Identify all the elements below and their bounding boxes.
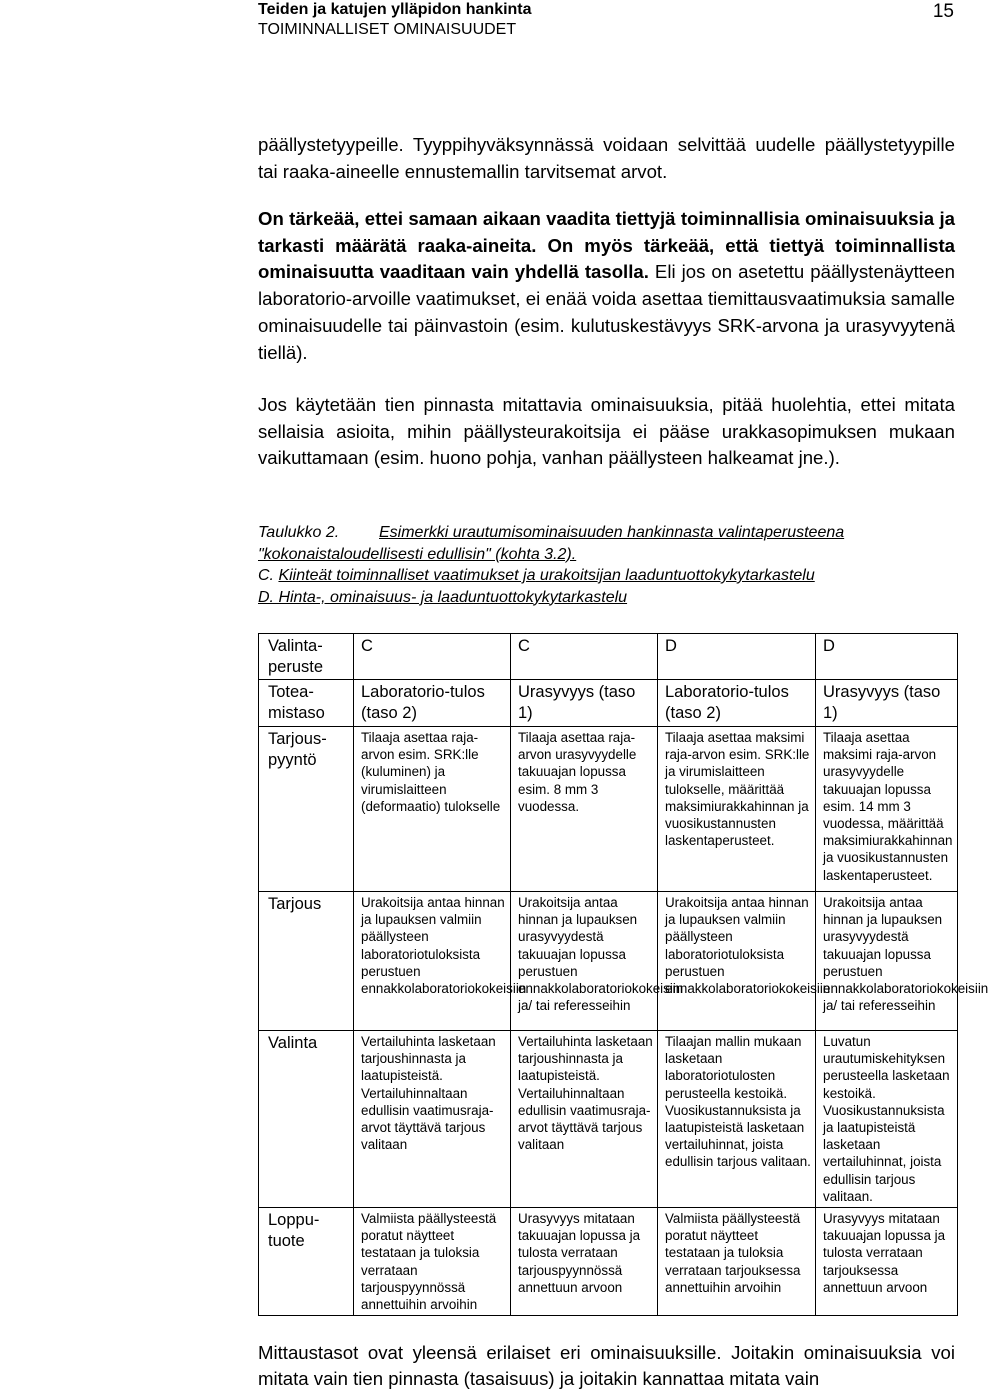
table-cell: Valmiista päällysteestä poratut näytteet testataan ja tuloksia verrataan tarjouksessa annettuihin arvoihin: [658, 1208, 816, 1316]
caption-c-prefix: C.: [258, 567, 279, 584]
paragraph-2-emphasis: On tärkeää, ettei samaan aikaan vaadita tiettyjä toiminnallisia ominaisuuksia ja tarkasti määrätä raaka-aineita. On myös tärkeää, että tiettyä toiminnallista ominaisuutta vaaditaan vain yhdellä tasolla.: [258, 208, 955, 283]
table-header-row: [259, 634, 958, 680]
table-level-row: [259, 680, 958, 727]
table-cell: Urasyvyys mitataan takuuajan lopussa ja tulosta verrataan tarjouspyynnössä annettuun arvoon: [511, 1208, 658, 1316]
caption-title-line-2: [258, 544, 958, 566]
table-cell: Vertailuhinta lasketaan tarjoushinnasta ja laatupisteistä. Vertailuhinnaltaan edullisin vaatimusraja-arvot täyttävä tarjous valitaan: [511, 1031, 658, 1208]
paragraph-2: [258, 206, 955, 366]
page-header: [258, 0, 958, 40]
caption-title-2: "kokonaistaloudellisesti edullisin" (kohta 3.2).: [258, 545, 577, 563]
table-cell: Vertailuhinta lasketaan tarjoushinnasta ja laatupisteistä. Vertailuhinnaltaan edullisin vaatimusraja-arvot täyttävä tarjous valitaan: [354, 1031, 511, 1208]
table-cell: Urasyvyys mitataan takuuajan lopussa ja tulosta verrataan tarjouksessa annettuun arvoon: [816, 1208, 958, 1316]
paragraph-3: Jos käytetään tien pinnasta mitattavia ominaisuuksia, pitää huolehtia, ettei mitata sellaisia asioita, mihin päällysteurakoitsija ei pääse urakkasopimuksen mukaan vaikuttamaan (esim. huono pohja, vanhan päällysteen halkeamat jne.).: [258, 394, 955, 469]
row-label-tarjouspyynto: Tarjous-pyyntö: [259, 727, 354, 892]
document-title: Teiden ja katujen ylläpidon hankinta: [258, 1, 532, 18]
caption-line-d: D. Hinta-, ominaisuus- ja laaduntuottokykytarkastelu: [258, 588, 628, 606]
selection-criteria-table: [258, 633, 988, 1316]
table-cell: Tilaaja asettaa maksimi raja-arvon esim. SRK:lle ja virumislaitteen tulokselle, määrittää maksimiurakkahinnan ja vuosikustannusten laskentaperusteet.: [658, 727, 816, 892]
row-label-lopputuote: Loppu-tuote: [259, 1208, 354, 1316]
table-row: [259, 1031, 958, 1208]
row-label-tarjous: Tarjous: [259, 892, 354, 1031]
table-cell: Urakoitsija antaa hinnan ja lupauksen valmiin päällysteen laboratoriotuloksista perustuen ennakkolaboratoriokokeisiin: [354, 892, 511, 1031]
table-cell: Luvatun urautumiskehityksen perusteella lasketaan kestoikä. Vuosikustannuksista ja laatupisteistä lasketaan vertailuhinnat, joista edullisin tarjous valitaan.: [816, 1031, 958, 1208]
caption-title: Esimerkki urautumisominaisuuden hankinnasta valintaperusteena: [379, 524, 845, 541]
level-cell-4: Urasyvyys (taso 1): [816, 680, 958, 727]
paragraph-2-text: Eli jos on asetettu päällystenäytteen laboratorio-arvoille vaatimukset, ei enää voida asettaa tiemittausvaatimuksia samalle ominaisuudelle tai päinvastoin (esim. kulutuskestävyys SRK-arvona ja urasyvyytenä tiellä).: [258, 261, 955, 363]
table-cell: Urakoitsija antaa hinnan ja lupauksen urasyvyydestä takuuajan lopussa perustuen ennakkolaboratoriokokeisiin ja/ tai referesseihin: [816, 892, 958, 1031]
row-label-valinta: Valinta: [259, 1031, 354, 1208]
table-row: [259, 892, 958, 1031]
table-cell: Tilaaja asettaa maksimi raja-arvon urasyvyydelle takuuajan lopussa esim. 14 mm 3 vuodessa, määrittää maksimiurakkahinnan ja vuosikustannusten laskentaperusteet.: [816, 727, 958, 892]
table-cell: Urakoitsija antaa hinnan ja lupauksen urasyvyydestä takuuajan lopussa perustuen ennakkolaboratoriokokeisiin ja/ tai referesseihin: [511, 892, 658, 1031]
paragraph-1: päällystetyypeille. Tyyppihyväksynnässä voidaan selvittää uudelle päällystetyypille tai raaka-aineelle ennustemallin tarvitsemat arvot.: [258, 134, 955, 182]
caption-title-line: [258, 522, 958, 544]
caption-c-underlined: Kiinteät toiminnalliset vaatimukset ja: [278, 567, 536, 584]
table-cell: Urakoitsija antaa hinnan ja lupauksen valmiin päällysteen laboratoriotuloksista perustuen ennakkolaboratoriokokeisiin: [658, 892, 816, 1031]
table-cell: Tilaaja asettaa raja-arvon urasyvyydelle takuuajan lopussa esim. 8 mm 3 vuodessa.: [511, 727, 658, 892]
caption-label: Taulukko 2.: [258, 524, 340, 541]
caption-c-rest: urakoitsijan laaduntuottokykytarkastelu: [535, 567, 815, 584]
caption-line-c: [258, 565, 958, 587]
table-cell: Tilaaja asettaa raja-arvon esim. SRK:lle (kuluminen) ja virumislaitteen (deformaatio) tulokselle: [354, 727, 511, 892]
table-cell: Valmiista päällysteestä poratut näytteet testataan ja tuloksia verrataan tarjouspyynnössä annettuihin arvoihin: [354, 1208, 511, 1316]
table-row: [259, 1208, 958, 1316]
column-head-1: C: [354, 634, 511, 680]
paragraph-4: Mittaustasot ovat yleensä erilaiset eri ominaisuuksille. Joitakin ominaisuuksia voi mitata vain tien pinnasta (tasaisuus) ja joitakin kannattaa mitata vain: [258, 1342, 955, 1389]
row-label-valintaperuste: Valinta-peruste: [259, 634, 354, 680]
page-number: 15: [932, 1, 954, 22]
table-row: [259, 727, 958, 892]
level-cell-3: Laboratorio-tulos (taso 2): [658, 680, 816, 727]
table-cell: Tilaajan mallin mukaan lasketaan laboratoriotulosten perusteella kestoikä. Vuosikustannuksista ja laatupisteistä lasketaan vertailuhinnat, joista edullisin tarjous valitaan.: [658, 1031, 816, 1208]
column-head-2: C: [511, 634, 658, 680]
level-cell-2: Urasyvyys (taso 1): [511, 680, 658, 727]
row-label-toteamistaso: Totea-mistaso: [259, 680, 354, 727]
document-subtitle: TOIMINNALLISET OMINAISUUDET: [258, 21, 517, 38]
column-head-3: D: [658, 634, 816, 680]
column-head-4: D: [816, 634, 958, 680]
table-caption: [258, 522, 958, 608]
level-cell-1: Laboratorio-tulos (taso 2): [354, 680, 511, 727]
